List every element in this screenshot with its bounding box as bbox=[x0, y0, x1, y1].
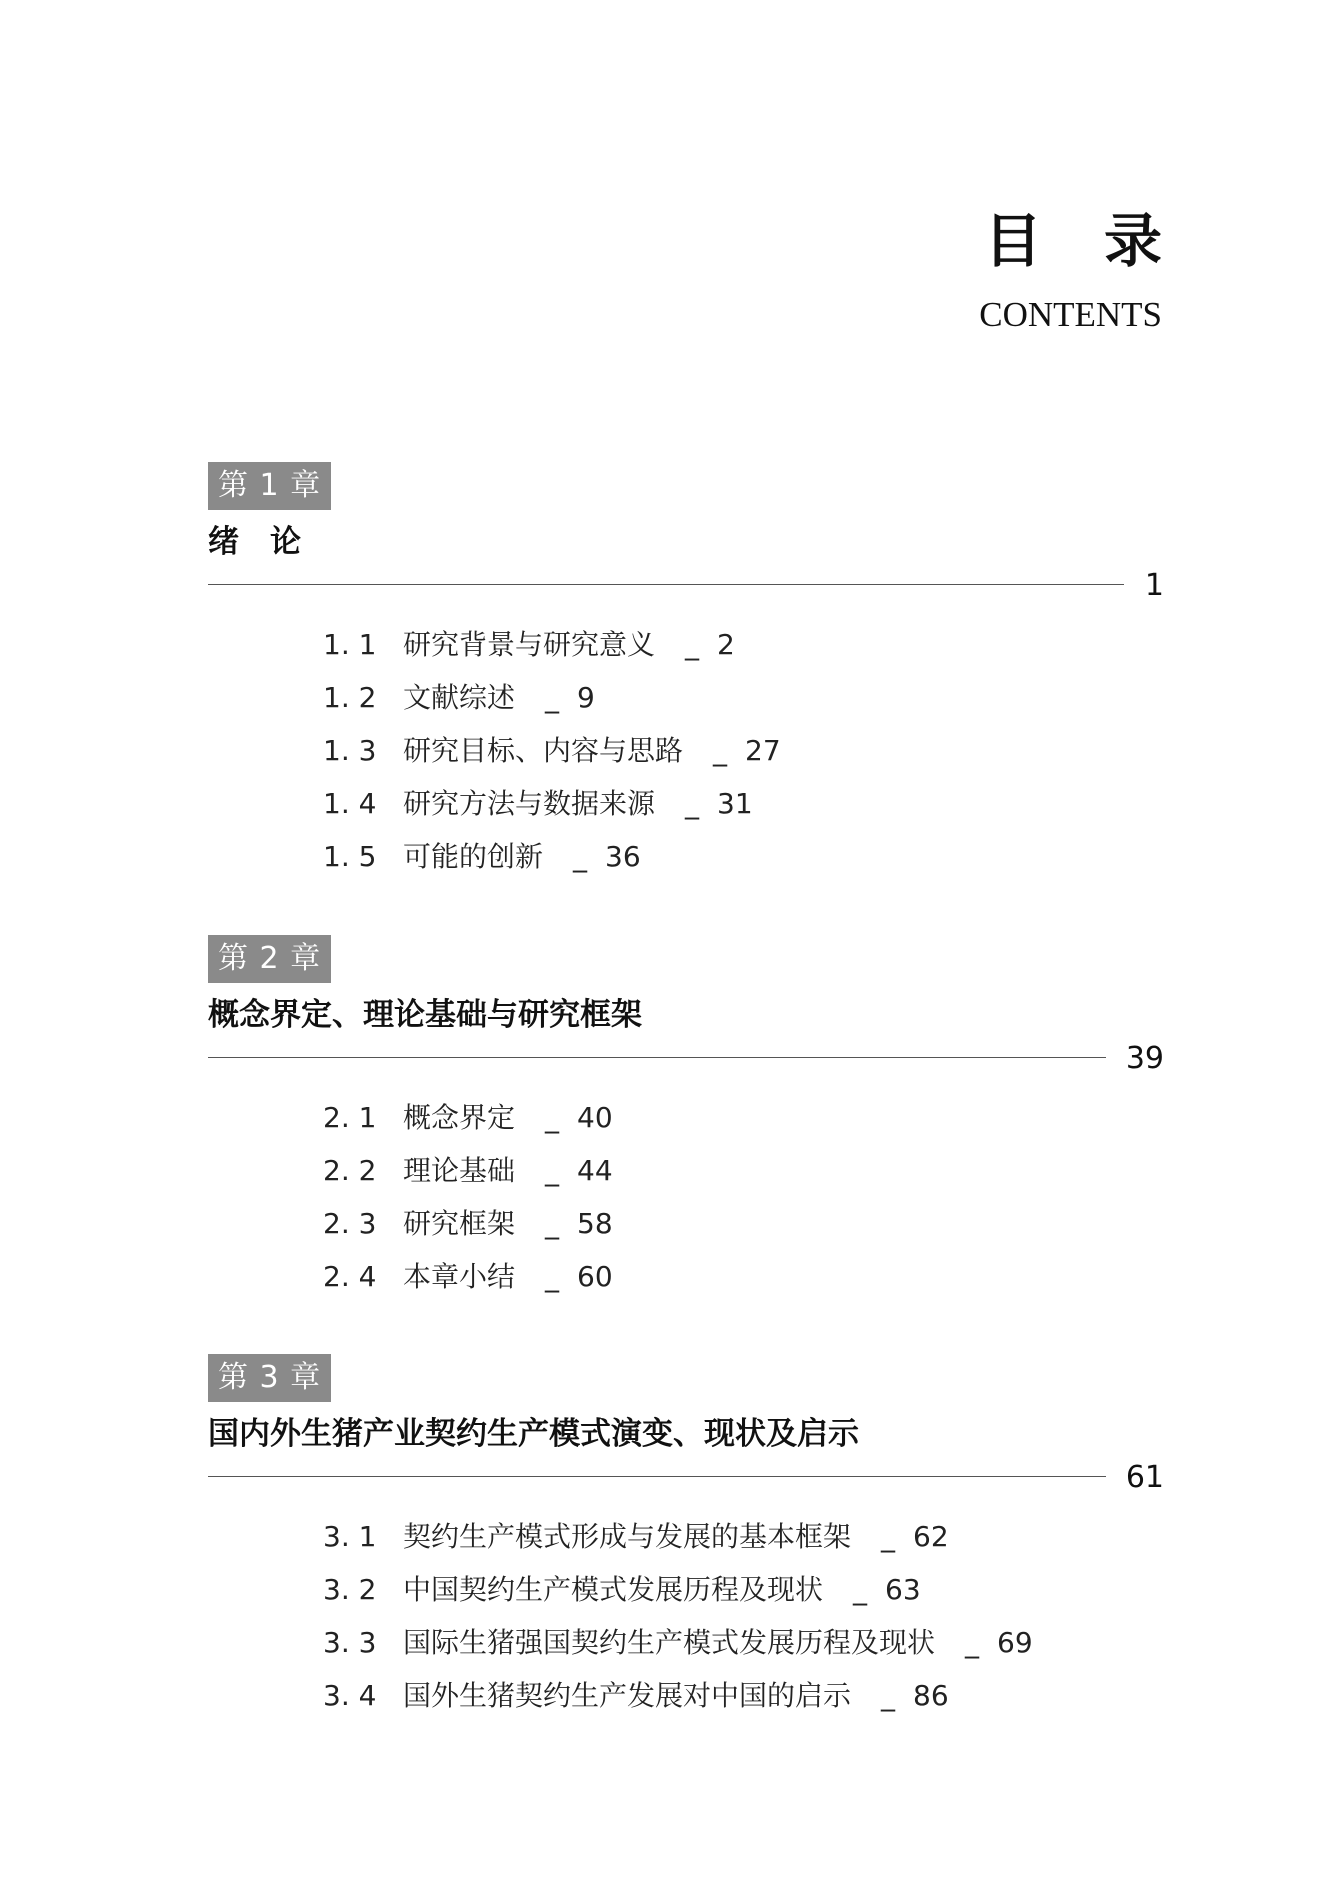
section-title: 契约生产模式形成与发展的基本框架 bbox=[403, 1520, 852, 1553]
toc-header bbox=[979, 205, 1162, 335]
section-item[interactable] bbox=[323, 671, 1164, 724]
section-number: 2. 2 bbox=[323, 1154, 377, 1187]
section-title: 研究框架 bbox=[403, 1207, 516, 1240]
section-list bbox=[208, 618, 1164, 883]
section-number: 1. 3 bbox=[323, 734, 377, 767]
section-title: 中国契约生产模式发展历程及现状 bbox=[403, 1573, 824, 1606]
chapter-rule-row bbox=[208, 570, 1164, 604]
chapter-rule bbox=[208, 584, 1124, 585]
chapter-page-number: 61 bbox=[1125, 1460, 1164, 1495]
section-page: 36 bbox=[605, 840, 641, 873]
section-item[interactable] bbox=[323, 724, 1164, 777]
section-number: 1. 1 bbox=[323, 628, 377, 661]
section-separator: _ bbox=[965, 1626, 980, 1659]
section-title: 研究方法与数据来源 bbox=[403, 787, 656, 820]
section-number: 2. 3 bbox=[323, 1207, 377, 1240]
toc-title-english: CONTENTS bbox=[979, 295, 1162, 334]
section-number: 3. 1 bbox=[323, 1520, 377, 1553]
section-number: 2. 1 bbox=[323, 1101, 377, 1134]
section-separator: _ bbox=[545, 1101, 560, 1134]
section-separator: _ bbox=[713, 734, 728, 767]
section-page: 27 bbox=[745, 734, 781, 767]
section-page: 31 bbox=[717, 787, 753, 820]
section-number: 3. 3 bbox=[323, 1626, 377, 1659]
section-title: 文献综述 bbox=[403, 681, 516, 714]
section-number: 1. 2 bbox=[323, 681, 377, 714]
section-separator: _ bbox=[881, 1520, 896, 1553]
section-separator: _ bbox=[545, 1260, 560, 1293]
section-separator: _ bbox=[853, 1573, 868, 1606]
section-list bbox=[208, 1091, 1164, 1303]
section-separator: _ bbox=[685, 787, 700, 820]
section-list bbox=[208, 1510, 1164, 1722]
chapter-title: 概念界定、理论基础与研究框架 bbox=[208, 997, 642, 1033]
section-item[interactable] bbox=[323, 1669, 1164, 1722]
section-title: 理论基础 bbox=[403, 1154, 516, 1187]
chapter-title: 国内外生猪产业契约生产模式演变、现状及启示 bbox=[208, 1416, 859, 1452]
section-page: 86 bbox=[913, 1679, 949, 1712]
section-title: 国际生猪强国契约生产模式发展历程及现状 bbox=[403, 1626, 936, 1659]
section-title: 研究背景与研究意义 bbox=[403, 628, 656, 661]
chapter-badge: 第 2 章 bbox=[208, 935, 331, 983]
section-title: 可能的创新 bbox=[403, 840, 544, 873]
section-item[interactable] bbox=[323, 1197, 1164, 1250]
section-number: 3. 4 bbox=[323, 1679, 377, 1712]
section-title: 概念界定 bbox=[403, 1101, 516, 1134]
chapter-1 bbox=[208, 462, 1164, 883]
section-number: 1. 5 bbox=[323, 840, 377, 873]
section-separator: _ bbox=[685, 628, 700, 661]
toc-title bbox=[979, 205, 1162, 277]
section-page: 69 bbox=[997, 1626, 1033, 1659]
chapter-3 bbox=[208, 1354, 1164, 1722]
section-page: 58 bbox=[577, 1207, 613, 1240]
section-item[interactable] bbox=[323, 830, 1164, 883]
section-page: 60 bbox=[577, 1260, 613, 1293]
section-title: 本章小结 bbox=[403, 1260, 516, 1293]
section-item[interactable] bbox=[323, 1144, 1164, 1197]
chapter-rule bbox=[208, 1476, 1106, 1477]
section-number: 1. 4 bbox=[323, 787, 377, 820]
chapter-rule-row bbox=[208, 1043, 1164, 1077]
section-page: 9 bbox=[577, 681, 595, 714]
chapter-title: 绪 论 bbox=[208, 524, 301, 560]
section-item[interactable] bbox=[323, 1616, 1164, 1669]
section-page: 62 bbox=[913, 1520, 949, 1553]
section-separator: _ bbox=[545, 1154, 560, 1187]
section-separator: _ bbox=[881, 1679, 896, 1712]
section-item[interactable] bbox=[323, 618, 1164, 671]
toc-title-char-2: 录 bbox=[1103, 207, 1162, 275]
section-separator: _ bbox=[545, 681, 560, 714]
section-page: 44 bbox=[577, 1154, 613, 1187]
section-number: 2. 4 bbox=[323, 1260, 377, 1293]
section-item[interactable] bbox=[323, 777, 1164, 830]
section-separator: _ bbox=[573, 840, 588, 873]
chapter-page-number: 1 bbox=[1144, 568, 1164, 603]
chapter-2 bbox=[208, 935, 1164, 1303]
section-item[interactable] bbox=[323, 1563, 1164, 1616]
section-page: 63 bbox=[885, 1573, 921, 1606]
chapter-page-number: 39 bbox=[1125, 1041, 1164, 1076]
section-page: 40 bbox=[577, 1101, 613, 1134]
section-separator: _ bbox=[545, 1207, 560, 1240]
toc-title-char-1: 目 bbox=[983, 207, 1042, 275]
chapter-badge: 第 3 章 bbox=[208, 1354, 331, 1402]
section-item[interactable] bbox=[323, 1510, 1164, 1563]
section-title: 国外生猪契约生产发展对中国的启示 bbox=[403, 1679, 852, 1712]
section-page: 2 bbox=[717, 628, 735, 661]
section-title: 研究目标、内容与思路 bbox=[403, 734, 684, 767]
chapter-rule-row bbox=[208, 1462, 1164, 1496]
chapter-rule bbox=[208, 1057, 1106, 1058]
section-item[interactable] bbox=[323, 1091, 1164, 1144]
chapter-badge: 第 1 章 bbox=[208, 462, 331, 510]
section-number: 3. 2 bbox=[323, 1573, 377, 1606]
section-item[interactable] bbox=[323, 1250, 1164, 1303]
